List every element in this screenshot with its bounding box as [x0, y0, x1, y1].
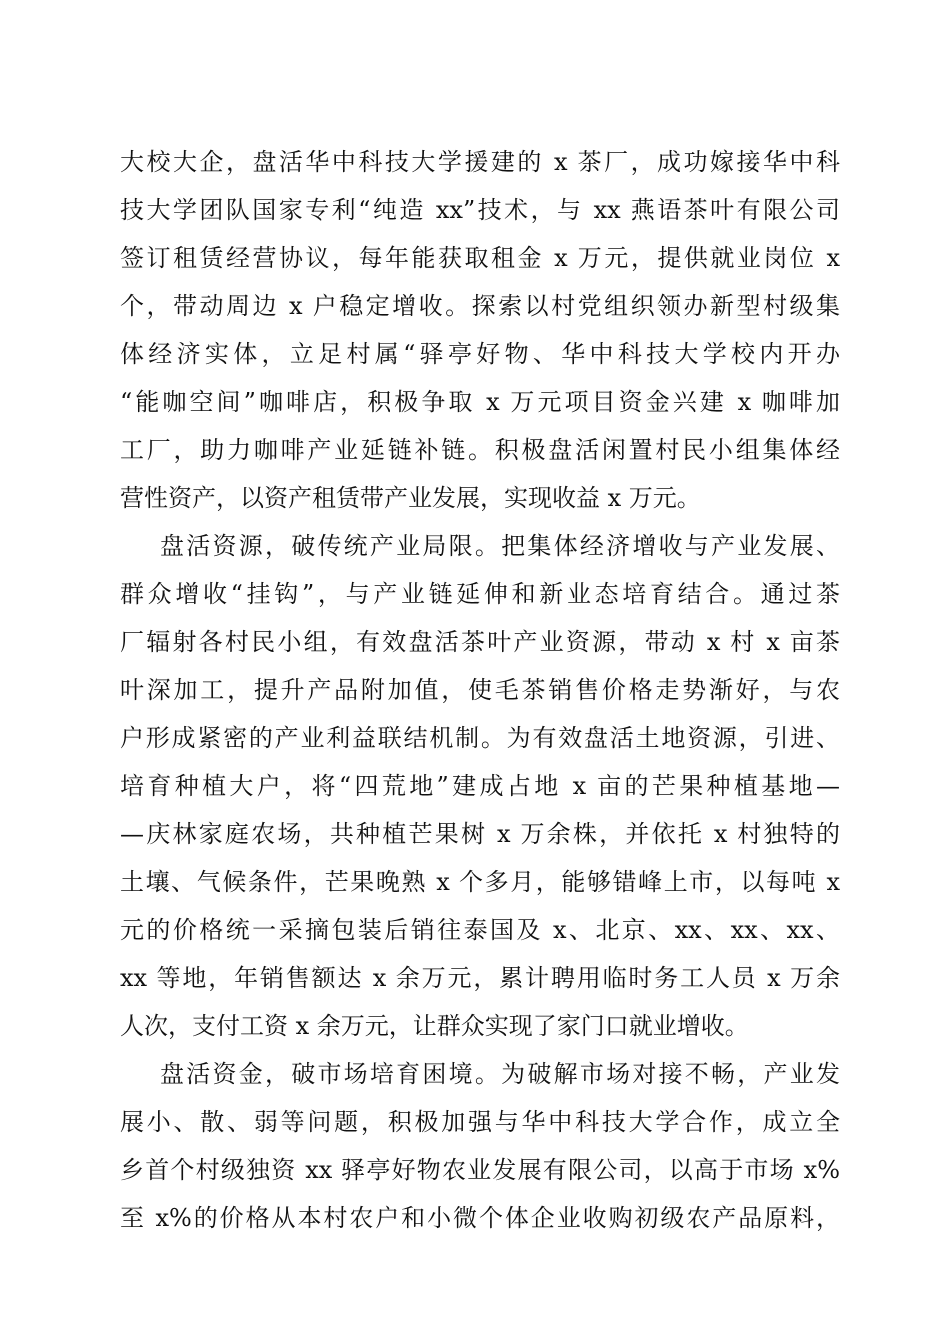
text-line: 营性资产，以资产租赁带产业发展，实现收益 x 万元。	[120, 484, 701, 512]
text-line: —庆林家庭农场，共种植芒果树 x 万余株，并依托 x 村独特的	[120, 820, 840, 848]
text-line: 体经济实体，立足村属“驿亭好物、华中科技大学校内开办	[120, 340, 840, 368]
text-line: 培育种植大户，将“四荒地”建成占地 x 亩的芒果种植基地—	[120, 772, 840, 800]
text-line: 群众增收“挂钩”，与产业链延伸和新业态培育结合。通过茶	[120, 580, 840, 608]
text-line: 技大学团队国家专利“纯造 xx”技术，与 xx 燕语茶叶有限公司	[120, 196, 840, 224]
text-line: 元的价格统一采摘包装后销往泰国及 x、北京、xx、xx、xx、	[120, 916, 840, 944]
text-line: 厂辐射各村民小组，有效盘活茶叶产业资源，带动 x 村 x 亩茶	[120, 628, 840, 656]
text-line: 展小、散、弱等问题，积极加强与华中科技大学合作，成立全	[120, 1108, 840, 1136]
text-line: 叶深加工，提升产品附加值，使毛茶销售价格走势渐好，与农	[120, 676, 840, 704]
text-line: 人次，支付工资 x 余万元，让群众实现了家门口就业增收。	[120, 1012, 749, 1040]
text-line: 大校大企，盘活华中科技大学援建的 x 茶厂，成功嫁接华中科	[120, 148, 840, 176]
text-line: “能咖空间”咖啡店，积极争取 x 万元项目资金兴建 x 咖啡加	[120, 388, 840, 416]
text-line: 户形成紧密的产业利益联结机制。为有效盘活土地资源，引进、	[120, 724, 840, 752]
text-line: 个，带动周边 x 户稳定增收。探索以村党组织领办新型村级集	[120, 292, 840, 320]
text-line: 土壤、气候条件，芒果晚熟 x 个多月，能够错峰上市，以每吨 x	[120, 868, 840, 896]
text-line: 至 x%的价格从本村农户和小微个体企业收购初级农产品原料，	[120, 1204, 840, 1232]
text-line: 签订租赁经营协议，每年能获取租金 x 万元，提供就业岗位 x	[120, 244, 840, 272]
text-line: 盘活资源，破传统产业局限。把集体经济增收与产业发展、	[160, 532, 840, 560]
text-line: 盘活资金，破市场培育困境。为破解市场对接不畅，产业发	[160, 1060, 840, 1088]
text-line: 乡首个村级独资 xx 驿亭好物农业发展有限公司，以高于市场 x%	[120, 1156, 840, 1184]
text-line: xx 等地，年销售额达 x 余万元，累计聘用临时务工人员 x 万余	[120, 964, 840, 992]
text-line: 工厂，助力咖啡产业延链补链。积极盘活闲置村民小组集体经	[120, 436, 840, 464]
